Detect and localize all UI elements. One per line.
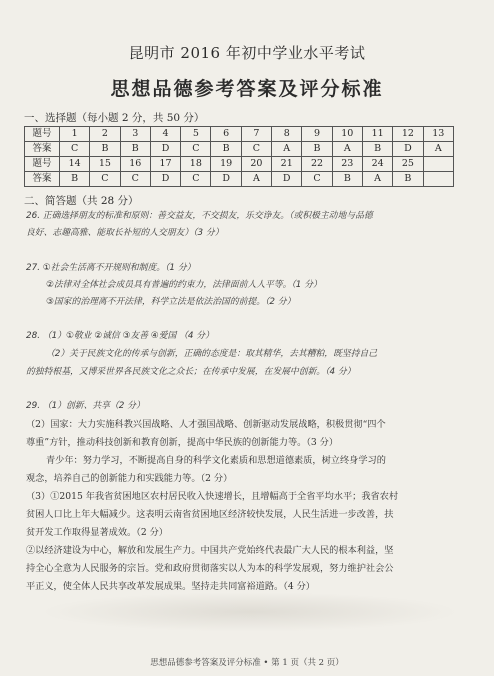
cell: B — [90, 142, 120, 157]
cell: B — [120, 142, 150, 157]
row-label: 题号 — [25, 157, 60, 172]
table2-question-row — [25, 157, 454, 172]
cell: 18 — [181, 157, 211, 172]
q28-line2: （2）关于民族文化的传承与创新，正确的态度是：取其精华，去其糟粕，既坚持自己 — [46, 349, 378, 359]
cell: D — [150, 142, 180, 157]
q29-line5: 观念，培养自己的创新能力和实践能力等。（2 分） — [26, 473, 233, 484]
cell: A — [332, 142, 362, 157]
q29-line7: 贫困人口比上年大幅减少。这表明云南省贫困地区经济较快发展，人民生活进一步改善，扶 — [26, 509, 394, 520]
cell: 25 — [393, 157, 423, 172]
cell: 21 — [272, 157, 302, 172]
q27-line2: ②法律对全体社会成员具有普遍的约束力，法律面前人人平等。（1 分） — [46, 280, 322, 290]
cell: D — [272, 172, 302, 187]
cell: B — [362, 142, 392, 157]
cell: C — [181, 142, 211, 157]
cell: B — [332, 172, 362, 187]
cell: 17 — [150, 157, 180, 172]
q29-line2: （2）国家：大力实施科教兴国战略、人才强国战略、创新驱动发展战略，积极贯彻“四个 — [26, 419, 386, 430]
cell: C — [181, 172, 211, 187]
q29-line10: 持全心全意为人民服务的宗旨。党和政府贯彻落实以人为本的科学发展观，努力维护社会公 — [26, 563, 394, 574]
cell: B — [302, 142, 332, 157]
cell: 9 — [302, 127, 332, 142]
q28-line1: 28. （1）①敬业 ②诚信 ③友善 ④爱国 （4 分） — [26, 331, 214, 341]
cell: A — [272, 142, 302, 157]
cell: 20 — [241, 157, 271, 172]
page-footer: 思想品德参考答案及评分标准 • 第 1 页（共 2 页） — [150, 658, 344, 668]
q26-line1: 26. 正确选择朋友的标准和原则：善交益友，不交损友，乐交诤友。（或积极主动地与品德 — [26, 211, 373, 221]
q29-line1: 29. （1）创新、共享（2 分） — [26, 401, 145, 411]
q27-line1: 27. ①社会生活离不开规则和制度。（1 分） — [26, 263, 196, 273]
q29-line8: 贫开发工作取得显著成效。（2 分） — [26, 527, 168, 538]
cell: D — [393, 142, 423, 157]
cell: C — [302, 172, 332, 187]
cell: A — [241, 172, 271, 187]
main-title: 思想品德参考答案及评分标准 — [110, 78, 384, 100]
cell: C — [90, 172, 120, 187]
cell: 22 — [302, 157, 332, 172]
cell: D — [211, 172, 241, 187]
cell: A — [423, 142, 453, 157]
cell: 5 — [181, 127, 211, 142]
table1-answer-row — [25, 142, 454, 157]
cell: 13 — [423, 127, 453, 142]
q29-line11: 平正义，使全体人民共享改革发展成果。坚持走共同富裕道路。（4 分） — [26, 581, 315, 592]
section1-heading: 一、选择题（每小题 2 分，共 50 分） — [24, 112, 205, 124]
table1-question-row — [25, 127, 454, 142]
cell: 6 — [211, 127, 241, 142]
q27-line3: ③国家的治理离不开法律，科学立法是依法治国的前提。（2 分） — [46, 297, 296, 307]
cell: B — [393, 172, 423, 187]
exam-title: 昆明市 2016 年初中学业水平考试 — [128, 44, 366, 62]
cell: 19 — [211, 157, 241, 172]
cell: 14 — [60, 157, 90, 172]
cell: A — [362, 172, 392, 187]
cell: 10 — [332, 127, 362, 142]
cell: C — [60, 142, 90, 157]
cell: C — [241, 142, 271, 157]
cell: D — [150, 172, 180, 187]
section2-heading: 二、简答题（共 28 分） — [24, 195, 139, 207]
cell: 12 — [393, 127, 423, 142]
cell: 8 — [272, 127, 302, 142]
cell: C — [120, 172, 150, 187]
answer-table — [24, 126, 454, 187]
cell: 1 — [60, 127, 90, 142]
cell: 4 — [150, 127, 180, 142]
cell: 23 — [332, 157, 362, 172]
cell: B — [211, 142, 241, 157]
q26-line2: 良好、志趣高雅、能取长补短的人交朋友）（3 分） — [26, 228, 224, 238]
row-label: 题号 — [25, 127, 60, 142]
cell — [423, 172, 453, 187]
cell: 15 — [90, 157, 120, 172]
paper-smudge — [40, 592, 460, 632]
cell: 11 — [362, 127, 392, 142]
q29-line9: ②以经济建设为中心，解放和发展生产力。中国共产党始终代表最广大人民的根本利益，坚 — [26, 545, 394, 556]
cell — [423, 157, 453, 172]
q29-line6: （3）①2015 年我省贫困地区农村居民收入快速增长，且增幅高于全省平均水平；我省农村 — [26, 491, 399, 502]
cell: 7 — [241, 127, 271, 142]
cell: 3 — [120, 127, 150, 142]
q29-line3: 尊重”方针，推动科技创新和教育创新，提高中华民族的创新能力等。（3 分） — [26, 437, 339, 448]
cell: 2 — [90, 127, 120, 142]
table2-answer-row — [25, 172, 454, 187]
cell: 16 — [120, 157, 150, 172]
cell: B — [60, 172, 90, 187]
q28-line3: 的独特根基，又博采世界各民族文化之众长；在传承中发展，在发展中创新。（4 分） — [26, 367, 356, 377]
cell: 24 — [362, 157, 392, 172]
q29-line4: 青少年：努力学习，不断提高自身的科学文化素质和思想道德素质，树立终身学习的 — [46, 455, 386, 466]
row-label: 答案 — [25, 142, 60, 157]
row-label: 答案 — [25, 172, 60, 187]
